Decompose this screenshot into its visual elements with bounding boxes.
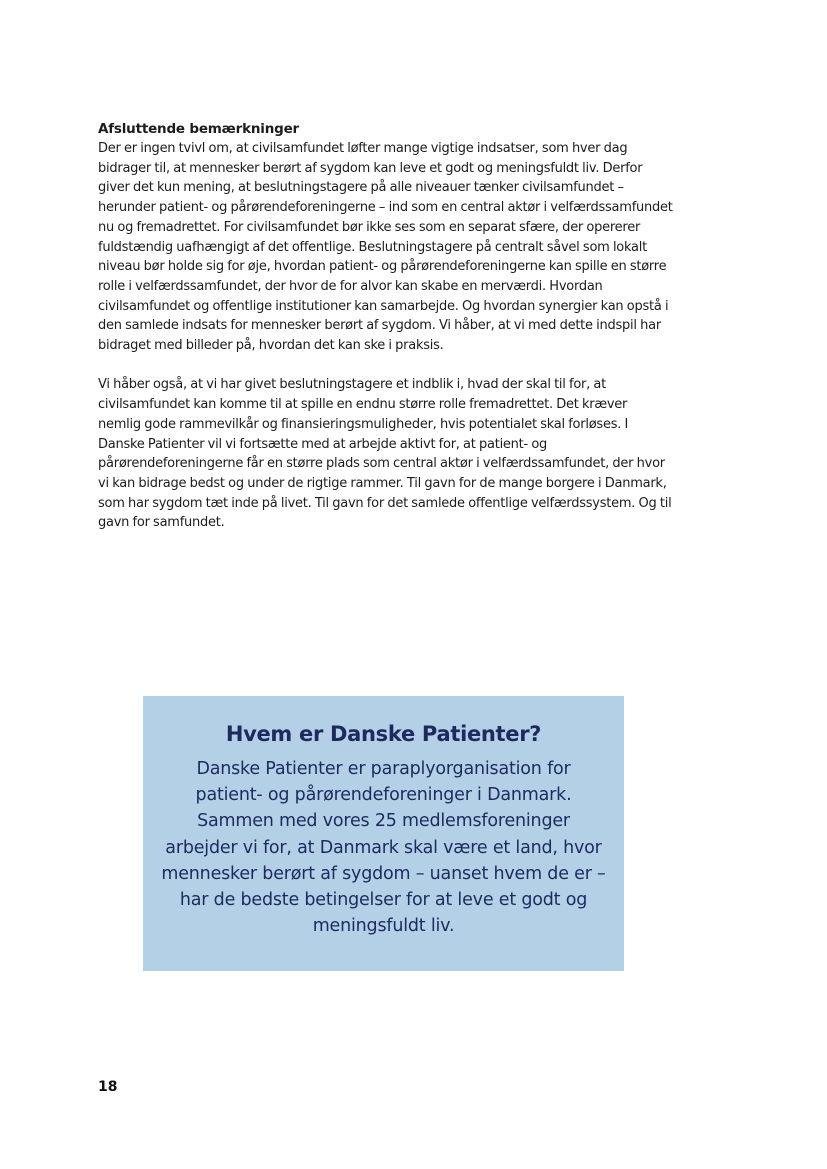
page-number: 18 xyxy=(98,1079,118,1095)
body-paragraph: Der er ingen tvivl om, at civilsamfundet løfter mange vigtige indsatser, som hver dag bidrager til, at mennesker berørt af sygdom kan leve et godt og meningsfuldt liv. Derfor giver det kun mening, at beslutningstagere på alle niveauer tænker civilsamfundet – herunder patient- og pårørendeforeningerne – ind som en central aktør i velfærdssamfundet nu og fremadrettet. For civilsamfundet bør ikke ses som en separat sfære, der opererer fuldstændig uafhængigt af det offentlige. Beslutningstagere på centralt såvel som lokalt niveau bør holde sig for øje, hvordan patient- og pårørendeforeningerne kan spille en større rolle i velfærdssamfundet, der hvor de for alvor kan skabe en merværdi. Hvordan civilsamfundet og offentlige institutioner kan samarbejde. Og hvordan synergier kan opstå i den samlede indsats for mennesker berørt af sygdom. Vi håber, at vi med dette indspil har bidraget med billeder på, hvordan det kan ske i praksis. xyxy=(98,141,673,354)
about-danske-patienter-box xyxy=(143,696,624,971)
body-paragraph: Vi håber også, at vi har givet beslutningstagere et indblik i, hvad der skal til for, at civilsamfundet kan komme til at spille en endnu større rolle fremadrettet. Det kræver nemlig gode rammevilkår og finansieringsmuligheder, hvis potentialet skal forløses. I Danske Patienter vil vi fortsætte med at arbejde aktivt for, at patient- og pårørendeforeningerne får en større plads som central aktør i velfærdssamfundet, der hvor vi kan bidrage bedst og under de rigtige rammer. Til gavn for de mange borgere i Danmark, som har sygdom tæt inde på livet. Til gavn for det samlede offentlige velfærdssystem. Og til gavn for samfundet. xyxy=(98,377,672,531)
infobox-text: Danske Patienter er paraplyorganisation for patient- og pårørendeforeninger i Danmark. Sammen med vores 25 medlemsforeninger arbejder vi for, at Danmark skal være et land, hvor mennesker berørt af sygdom – uanset hvem de er – har de bedste betingelser for at leve et godt og meningsfuldt liv. xyxy=(161,759,606,937)
section-heading: Afsluttende bemærkninger xyxy=(98,121,299,137)
closing-remarks-section xyxy=(98,120,673,533)
infobox-title: Hvem er Danske Patienter? xyxy=(225,722,542,746)
